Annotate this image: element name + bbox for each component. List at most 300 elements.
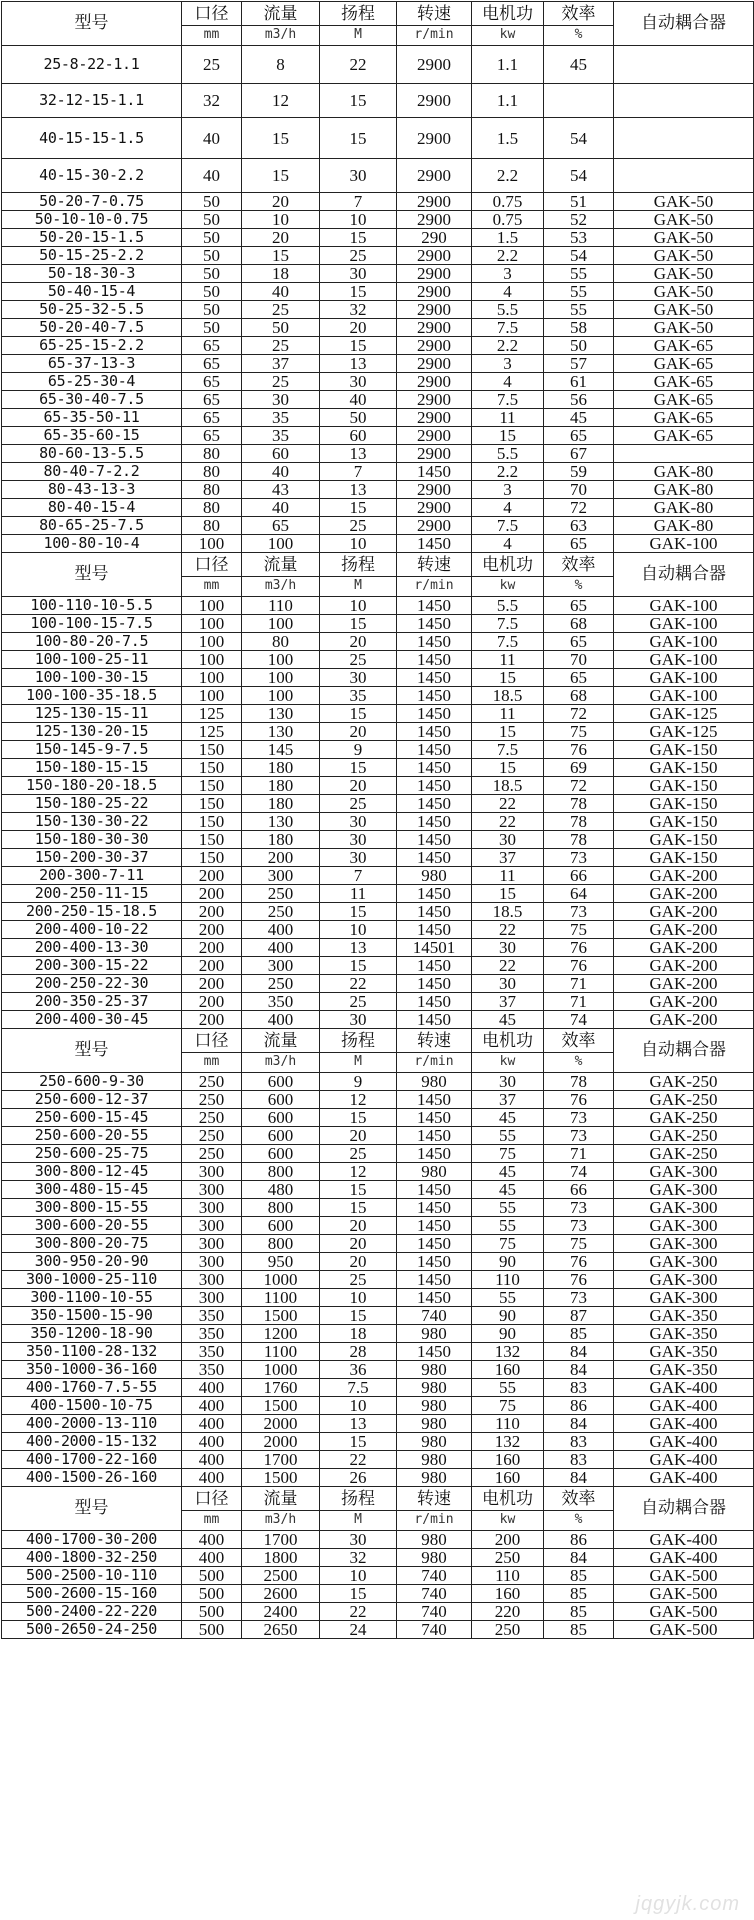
cell-head: 25	[320, 1145, 397, 1163]
table-row	[2, 1235, 754, 1253]
cell-motor-power: 11	[472, 867, 544, 885]
header-flow	[242, 2, 320, 46]
cell-coupling: GAK-500	[614, 1585, 754, 1603]
cell-head: 10	[320, 211, 397, 229]
cell-model: 250-600-20-55	[2, 1127, 182, 1145]
cell-efficiency: 87	[544, 1307, 614, 1325]
cell-head: 30	[320, 813, 397, 831]
cell-flow: 15	[242, 247, 320, 265]
cell-motor-power: 250	[472, 1549, 544, 1567]
table-row	[2, 687, 754, 705]
cell-head: 15	[320, 283, 397, 301]
cell-head: 7.5	[320, 1379, 397, 1397]
table-row	[2, 1469, 754, 1487]
cell-model: 150-180-30-30	[2, 831, 182, 849]
cell-flow: 1800	[242, 1549, 320, 1567]
cell-coupling: GAK-250	[614, 1073, 754, 1091]
cell-diameter: 100	[182, 633, 242, 651]
cell-motor-power: 1.5	[472, 229, 544, 247]
cell-diameter: 400	[182, 1397, 242, 1415]
header-motor-power	[472, 1487, 544, 1531]
cell-efficiency: 73	[544, 1289, 614, 1307]
cell-diameter: 32	[182, 84, 242, 118]
cell-model: 300-600-20-55	[2, 1217, 182, 1235]
table-row	[2, 777, 754, 795]
cell-flow: 1500	[242, 1397, 320, 1415]
cell-speed: 980	[397, 1531, 472, 1549]
cell-head: 15	[320, 499, 397, 517]
cell-speed: 980	[397, 1451, 472, 1469]
table-row	[2, 463, 754, 481]
cell-model: 80-65-25-7.5	[2, 517, 182, 535]
cell-model: 65-25-15-2.2	[2, 337, 182, 355]
cell-coupling: GAK-400	[614, 1549, 754, 1567]
cell-head: 15	[320, 84, 397, 118]
cell-model: 80-40-15-4	[2, 499, 182, 517]
cell-speed: 1450	[397, 705, 472, 723]
cell-efficiency: 72	[544, 705, 614, 723]
header-efficiency-label: 效率	[544, 1030, 613, 1053]
cell-model: 400-1800-32-250	[2, 1549, 182, 1567]
cell-coupling: GAK-350	[614, 1343, 754, 1361]
cell-flow: 40	[242, 283, 320, 301]
header-coupling: 自动耦合器	[614, 2, 754, 46]
header-efficiency-label: 效率	[544, 3, 613, 26]
cell-model: 200-300-15-22	[2, 957, 182, 975]
cell-motor-power: 90	[472, 1253, 544, 1271]
cell-coupling	[614, 118, 754, 159]
cell-motor-power: 15	[472, 885, 544, 903]
cell-efficiency: 86	[544, 1531, 614, 1549]
cell-speed: 1450	[397, 463, 472, 481]
header-motor-power	[472, 2, 544, 46]
table-row	[2, 84, 754, 118]
cell-motor-power: 11	[472, 705, 544, 723]
cell-flow: 250	[242, 903, 320, 921]
cell-diameter: 500	[182, 1603, 242, 1621]
cell-diameter: 400	[182, 1531, 242, 1549]
header-speed	[397, 553, 472, 597]
cell-speed: 740	[397, 1603, 472, 1621]
watermark: jqgyjk.com	[635, 1893, 740, 1915]
table-row	[2, 597, 754, 615]
table-row	[2, 813, 754, 831]
cell-diameter: 200	[182, 975, 242, 993]
cell-diameter: 400	[182, 1379, 242, 1397]
cell-flow: 400	[242, 921, 320, 939]
cell-speed: 2900	[397, 517, 472, 535]
cell-model: 200-250-15-18.5	[2, 903, 182, 921]
cell-speed: 980	[397, 1325, 472, 1343]
cell-head: 30	[320, 1011, 397, 1029]
table-row	[2, 1603, 754, 1621]
cell-model: 400-1500-10-75	[2, 1397, 182, 1415]
table-row	[2, 1271, 754, 1289]
cell-coupling: GAK-400	[614, 1433, 754, 1451]
cell-flow: 1500	[242, 1469, 320, 1487]
cell-coupling: GAK-300	[614, 1271, 754, 1289]
header-efficiency-unit: %	[574, 27, 583, 42]
cell-model: 200-250-22-30	[2, 975, 182, 993]
cell-speed: 1450	[397, 795, 472, 813]
cell-model: 350-1100-28-132	[2, 1343, 182, 1361]
cell-flow: 15	[242, 159, 320, 193]
cell-head: 22	[320, 1451, 397, 1469]
cell-speed: 14501	[397, 939, 472, 957]
cell-motor-power: 22	[472, 957, 544, 975]
cell-head: 7	[320, 463, 397, 481]
cell-model: 50-18-30-3	[2, 265, 182, 283]
cell-motor-power: 110	[472, 1415, 544, 1433]
table-row	[2, 705, 754, 723]
cell-speed: 2900	[397, 499, 472, 517]
cell-motor-power: 3	[472, 355, 544, 373]
cell-efficiency: 73	[544, 1199, 614, 1217]
cell-speed: 2900	[397, 409, 472, 427]
cell-coupling: GAK-500	[614, 1567, 754, 1585]
table-row	[2, 283, 754, 301]
cell-flow: 15	[242, 118, 320, 159]
table-row	[2, 1343, 754, 1361]
header-diameter	[182, 1029, 242, 1073]
cell-efficiency: 84	[544, 1549, 614, 1567]
cell-motor-power: 11	[472, 651, 544, 669]
cell-motor-power: 2.2	[472, 463, 544, 481]
table-row	[2, 499, 754, 517]
cell-motor-power: 1.1	[472, 84, 544, 118]
cell-flow: 25	[242, 373, 320, 391]
cell-efficiency: 53	[544, 229, 614, 247]
cell-speed: 980	[397, 1073, 472, 1091]
cell-coupling: GAK-300	[614, 1181, 754, 1199]
cell-motor-power: 55	[472, 1379, 544, 1397]
cell-speed: 2900	[397, 193, 472, 211]
cell-head: 30	[320, 373, 397, 391]
cell-speed: 1450	[397, 831, 472, 849]
cell-diameter: 40	[182, 118, 242, 159]
header-efficiency-unit: %	[574, 578, 583, 593]
header-diameter-unit: mm	[203, 27, 220, 42]
cell-flow: 2500	[242, 1567, 320, 1585]
cell-motor-power: 30	[472, 1073, 544, 1091]
table-row	[2, 1091, 754, 1109]
cell-model: 300-480-15-45	[2, 1181, 182, 1199]
header-speed-unit: r/min	[414, 27, 454, 42]
cell-coupling: GAK-50	[614, 247, 754, 265]
cell-speed: 1450	[397, 813, 472, 831]
cell-head: 28	[320, 1343, 397, 1361]
header-flow-label: 流量	[242, 3, 319, 26]
header-head-unit: M	[354, 578, 362, 593]
header-flow-unit: m3/h	[264, 578, 297, 593]
cell-model: 80-43-13-3	[2, 481, 182, 499]
cell-model: 65-25-30-4	[2, 373, 182, 391]
cell-coupling: GAK-500	[614, 1603, 754, 1621]
cell-diameter: 200	[182, 939, 242, 957]
table-row	[2, 831, 754, 849]
cell-flow: 300	[242, 957, 320, 975]
cell-flow: 37	[242, 355, 320, 373]
cell-diameter: 65	[182, 409, 242, 427]
cell-diameter: 150	[182, 795, 242, 813]
cell-motor-power: 45	[472, 1181, 544, 1199]
cell-coupling: GAK-400	[614, 1397, 754, 1415]
cell-speed: 740	[397, 1307, 472, 1325]
cell-motor-power: 45	[472, 1109, 544, 1127]
cell-head: 22	[320, 46, 397, 84]
cell-diameter: 200	[182, 867, 242, 885]
cell-diameter: 200	[182, 1011, 242, 1029]
cell-efficiency: 65	[544, 597, 614, 615]
cell-diameter: 200	[182, 885, 242, 903]
cell-flow: 130	[242, 723, 320, 741]
cell-flow: 50	[242, 319, 320, 337]
cell-head: 13	[320, 355, 397, 373]
cell-coupling: GAK-200	[614, 921, 754, 939]
cell-diameter: 100	[182, 651, 242, 669]
cell-motor-power: 110	[472, 1271, 544, 1289]
cell-speed: 740	[397, 1567, 472, 1585]
cell-motor-power: 18.5	[472, 903, 544, 921]
cell-diameter: 65	[182, 337, 242, 355]
cell-model: 65-35-60-15	[2, 427, 182, 445]
cell-diameter: 400	[182, 1433, 242, 1451]
table-row	[2, 409, 754, 427]
cell-coupling: GAK-65	[614, 355, 754, 373]
header-flow-label: 流量	[242, 1030, 319, 1053]
cell-head: 15	[320, 1433, 397, 1451]
cell-diameter: 200	[182, 921, 242, 939]
cell-flow: 35	[242, 427, 320, 445]
cell-motor-power: 15	[472, 723, 544, 741]
table-row	[2, 1289, 754, 1307]
header-speed	[397, 1487, 472, 1531]
cell-efficiency: 76	[544, 1271, 614, 1289]
cell-motor-power: 1.1	[472, 46, 544, 84]
header-speed-label: 转速	[397, 3, 471, 26]
cell-motor-power: 55	[472, 1217, 544, 1235]
table-row	[2, 535, 754, 553]
cell-head: 13	[320, 445, 397, 463]
cell-flow: 10	[242, 211, 320, 229]
table-row	[2, 885, 754, 903]
cell-diameter: 500	[182, 1585, 242, 1603]
cell-head: 32	[320, 1549, 397, 1567]
cell-diameter: 300	[182, 1271, 242, 1289]
cell-diameter: 80	[182, 481, 242, 499]
cell-diameter: 80	[182, 499, 242, 517]
cell-efficiency: 73	[544, 1127, 614, 1145]
header-row	[2, 553, 754, 597]
cell-coupling: GAK-50	[614, 265, 754, 283]
table-row	[2, 921, 754, 939]
cell-model: 250-600-25-75	[2, 1145, 182, 1163]
cell-head: 10	[320, 921, 397, 939]
cell-model: 500-2650-24-250	[2, 1621, 182, 1639]
table-row	[2, 975, 754, 993]
header-motor-power-unit: kw	[499, 578, 516, 593]
cell-model: 400-1700-30-200	[2, 1531, 182, 1549]
cell-motor-power: 55	[472, 1199, 544, 1217]
cell-efficiency: 50	[544, 337, 614, 355]
cell-motor-power: 250	[472, 1621, 544, 1639]
cell-coupling: GAK-100	[614, 633, 754, 651]
cell-head: 20	[320, 1127, 397, 1145]
cell-flow: 80	[242, 633, 320, 651]
cell-speed: 1450	[397, 669, 472, 687]
header-efficiency	[544, 2, 614, 46]
cell-speed: 980	[397, 1397, 472, 1415]
cell-diameter: 500	[182, 1621, 242, 1639]
cell-motor-power: 1.5	[472, 118, 544, 159]
cell-model: 50-20-15-1.5	[2, 229, 182, 247]
header-head-label: 扬程	[320, 1488, 396, 1511]
cell-coupling: GAK-300	[614, 1253, 754, 1271]
cell-model: 350-1200-18-90	[2, 1325, 182, 1343]
cell-motor-power: 0.75	[472, 193, 544, 211]
cell-flow: 30	[242, 391, 320, 409]
cell-diameter: 25	[182, 46, 242, 84]
cell-coupling	[614, 445, 754, 463]
cell-coupling: GAK-65	[614, 427, 754, 445]
cell-motor-power: 7.5	[472, 517, 544, 535]
table-row	[2, 1549, 754, 1567]
table-row	[2, 1415, 754, 1433]
cell-flow: 250	[242, 885, 320, 903]
header-model: 型号	[2, 1029, 182, 1073]
cell-speed: 1450	[397, 993, 472, 1011]
table-row	[2, 759, 754, 777]
cell-diameter: 65	[182, 391, 242, 409]
header-speed-unit: r/min	[414, 1054, 454, 1069]
cell-speed: 980	[397, 1415, 472, 1433]
cell-motor-power: 22	[472, 795, 544, 813]
cell-coupling: GAK-50	[614, 319, 754, 337]
table-row	[2, 319, 754, 337]
table-row	[2, 427, 754, 445]
cell-speed: 1450	[397, 687, 472, 705]
cell-model: 150-200-30-37	[2, 849, 182, 867]
table-row	[2, 247, 754, 265]
cell-diameter: 65	[182, 427, 242, 445]
cell-head: 25	[320, 795, 397, 813]
table-row	[2, 229, 754, 247]
cell-coupling: GAK-50	[614, 301, 754, 319]
cell-speed: 1450	[397, 849, 472, 867]
cell-model: 250-600-12-37	[2, 1091, 182, 1109]
cell-efficiency: 84	[544, 1415, 614, 1433]
cell-motor-power: 37	[472, 849, 544, 867]
cell-diameter: 125	[182, 705, 242, 723]
cell-speed: 980	[397, 1433, 472, 1451]
cell-flow: 400	[242, 1011, 320, 1029]
cell-motor-power: 160	[472, 1451, 544, 1469]
cell-head: 10	[320, 597, 397, 615]
cell-coupling: GAK-150	[614, 777, 754, 795]
cell-motor-power: 55	[472, 1127, 544, 1145]
cell-flow: 950	[242, 1253, 320, 1271]
cell-model: 500-2400-22-220	[2, 1603, 182, 1621]
cell-flow: 180	[242, 759, 320, 777]
cell-speed: 2900	[397, 373, 472, 391]
cell-efficiency: 67	[544, 445, 614, 463]
table-row	[2, 939, 754, 957]
header-coupling: 自动耦合器	[614, 1487, 754, 1531]
cell-flow: 40	[242, 463, 320, 481]
cell-motor-power: 200	[472, 1531, 544, 1549]
cell-head: 24	[320, 1621, 397, 1639]
cell-motor-power: 18.5	[472, 777, 544, 795]
cell-model: 250-600-15-45	[2, 1109, 182, 1127]
cell-coupling: GAK-80	[614, 517, 754, 535]
cell-head: 13	[320, 939, 397, 957]
cell-diameter: 50	[182, 301, 242, 319]
cell-motor-power: 160	[472, 1585, 544, 1603]
cell-efficiency: 57	[544, 355, 614, 373]
table-row	[2, 445, 754, 463]
table-row	[2, 1199, 754, 1217]
cell-head: 12	[320, 1163, 397, 1181]
cell-motor-power: 45	[472, 1163, 544, 1181]
header-motor-power-unit: kw	[499, 1512, 516, 1527]
cell-efficiency: 83	[544, 1451, 614, 1469]
cell-speed: 1450	[397, 741, 472, 759]
cell-efficiency: 66	[544, 867, 614, 885]
cell-efficiency: 55	[544, 301, 614, 319]
cell-efficiency: 76	[544, 741, 614, 759]
cell-diameter: 350	[182, 1325, 242, 1343]
cell-efficiency: 71	[544, 1145, 614, 1163]
cell-model: 65-35-50-11	[2, 409, 182, 427]
cell-diameter: 350	[182, 1361, 242, 1379]
cell-motor-power: 2.2	[472, 337, 544, 355]
header-diameter-label: 口径	[182, 3, 241, 26]
cell-head: 32	[320, 301, 397, 319]
cell-motor-power: 2.2	[472, 159, 544, 193]
cell-model: 350-1500-15-90	[2, 1307, 182, 1325]
cell-efficiency	[544, 84, 614, 118]
cell-efficiency: 75	[544, 1235, 614, 1253]
cell-motor-power: 7.5	[472, 615, 544, 633]
cell-speed: 740	[397, 1585, 472, 1603]
cell-efficiency: 76	[544, 957, 614, 975]
header-flow-unit: m3/h	[264, 1054, 297, 1069]
cell-speed: 1450	[397, 903, 472, 921]
cell-model: 300-800-15-55	[2, 1199, 182, 1217]
header-diameter-label: 口径	[182, 1030, 241, 1053]
cell-diameter: 250	[182, 1109, 242, 1127]
cell-motor-power: 160	[472, 1361, 544, 1379]
header-head-unit: M	[354, 1054, 362, 1069]
cell-head: 15	[320, 1181, 397, 1199]
cell-flow: 600	[242, 1073, 320, 1091]
cell-head: 35	[320, 687, 397, 705]
cell-diameter: 300	[182, 1289, 242, 1307]
cell-diameter: 50	[182, 283, 242, 301]
cell-coupling: GAK-100	[614, 669, 754, 687]
cell-flow: 2600	[242, 1585, 320, 1603]
cell-head: 15	[320, 705, 397, 723]
cell-motor-power: 11	[472, 409, 544, 427]
cell-efficiency: 86	[544, 1397, 614, 1415]
cell-diameter: 100	[182, 687, 242, 705]
cell-efficiency: 76	[544, 939, 614, 957]
cell-model: 300-1000-25-110	[2, 1271, 182, 1289]
table-row	[2, 391, 754, 409]
cell-flow: 400	[242, 939, 320, 957]
cell-speed: 1450	[397, 921, 472, 939]
cell-model: 500-2600-15-160	[2, 1585, 182, 1603]
